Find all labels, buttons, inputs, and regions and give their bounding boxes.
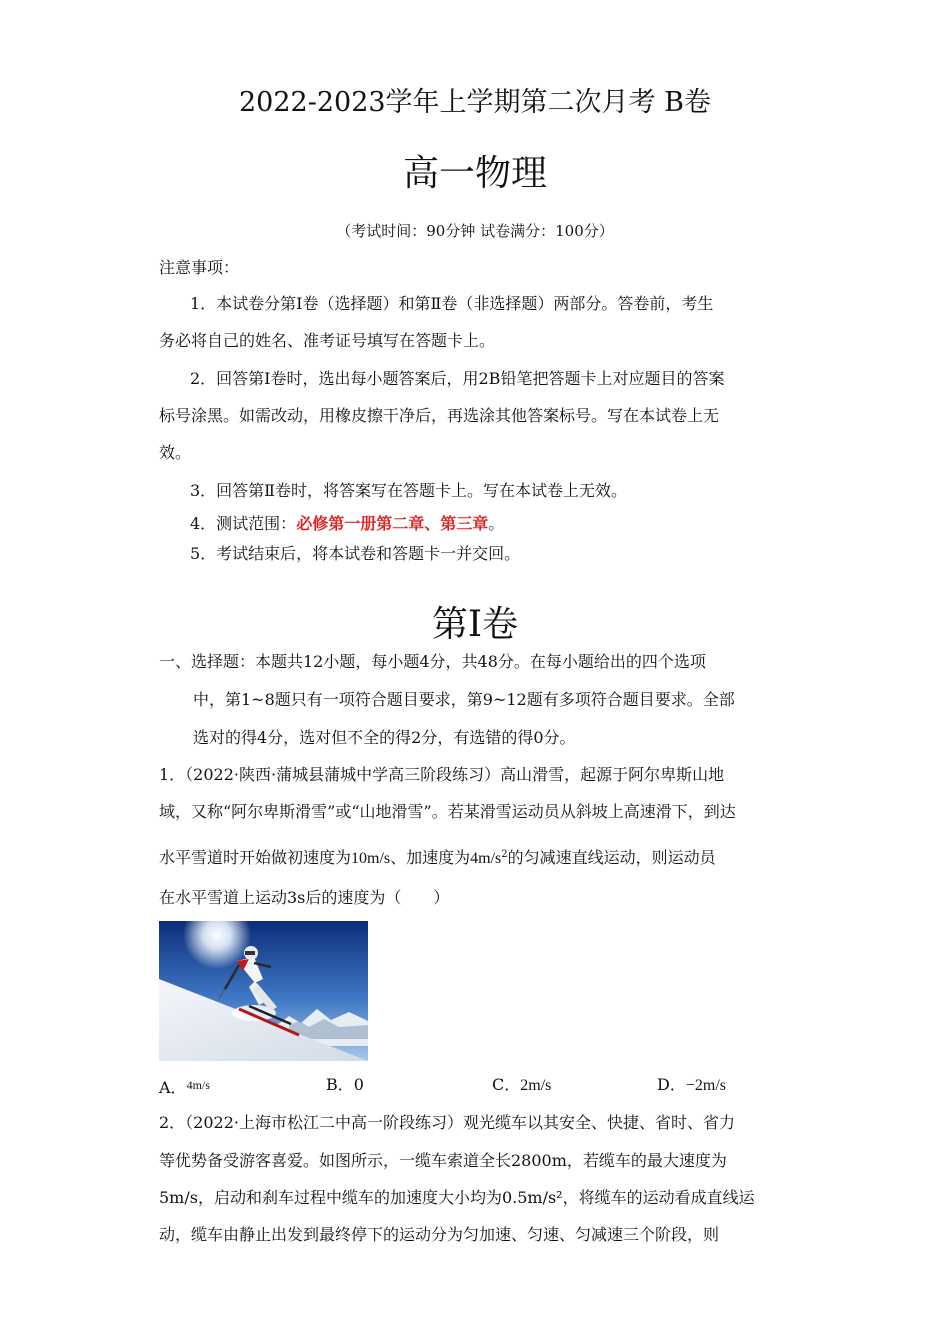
q1-line-3: [159, 845, 716, 869]
test-range: 必修第一册第二章、第三章: [296, 514, 489, 533]
q2-line-2: 等优势备受游客喜爱。如图所示，一缆车索道全长2800m，若缆车的最大速度为: [159, 1151, 727, 1170]
q1-line-2: 域，又称“阿尔卑斯滑雪”或“山地滑雪”。若某滑雪运动员从斜坡上高速滑下，到达: [159, 802, 736, 821]
note-4: [190, 514, 504, 534]
q1-acceleration-exponent: 2: [501, 849, 508, 860]
q1-option-b-label: B．: [326, 1075, 354, 1094]
q1-option-a-label: A．: [159, 1078, 187, 1097]
exam-info: （考试时间：90分钟 试卷满分：100分）: [336, 222, 614, 240]
exam-title: 2022-2023学年上学期第二次月考 B卷: [239, 87, 711, 118]
q1-option-d-label: D．: [657, 1075, 686, 1094]
q1-option-b-value: 0: [353, 1075, 364, 1094]
notes-heading: 注意事项：: [159, 258, 240, 277]
q1-option-c[interactable]: [492, 1075, 551, 1096]
q1-acceleration: 4m/s: [470, 850, 502, 867]
note-2-line-1: 2．回答第Ⅰ卷时，选出每小题答案后，用2B铅笔把答题卡上对应题目的答案: [190, 369, 725, 388]
subject-title: 高一物理: [402, 153, 547, 194]
note-2-line-2: 标号涂黑。如需改动，用橡皮擦干净后，再选涂其他答案标号。写在本试卷上无: [159, 406, 720, 425]
q2-line-3: 5m/s，启动和刹车过程中缆车的加速度大小均为0.5m/s²，将缆车的运动看成直线运: [159, 1188, 755, 1207]
note-4-suffix: 。: [488, 514, 505, 533]
q1-initial-velocity: 10m/s: [351, 850, 391, 867]
q1-option-d-value: −2m/s: [685, 1077, 726, 1094]
q2-line-4: 动，缆车由静止出发到最终停下的运动分为匀加速、匀速、匀减速三个阶段，则: [159, 1225, 720, 1244]
q1-line-3-c: 的匀减速直线运动，则运动员: [507, 848, 716, 867]
q1-option-a-value: 4m/s: [186, 1078, 210, 1092]
q1-line-4: 在水平雪道上运动3s后的速度为（ ）: [159, 888, 450, 907]
q1-option-d[interactable]: [657, 1075, 726, 1096]
section-instructions-line-3: 选对的得4分，选对但不全的得2分，有选错的得0分。: [193, 728, 576, 747]
q1-line-1: 1．（2022·陕西·蒲城县蒲城中学高三阶段练习）高山滑雪，起源于阿尔卑斯山地: [159, 765, 725, 784]
q1-option-a[interactable]: [159, 1075, 210, 1098]
skier-photo: [159, 921, 368, 1061]
note-1-line-1: 1．本试卷分第Ⅰ卷（选择题）和第Ⅱ卷（非选择题）两部分。答卷前，考生: [190, 294, 714, 313]
q1-option-c-value: 2m/s: [520, 1077, 552, 1094]
note-1-line-2: 务必将自己的姓名、准考证号填写在答题卡上。: [159, 331, 496, 350]
section-instructions-line-1: 一、选择题：本题共12小题，每小题4分，共48分。在每小题给出的四个选项: [159, 652, 706, 671]
section-title: 第Ⅰ卷: [431, 604, 519, 645]
note-3: 3．回答第Ⅱ卷时，将答案写在答题卡上。写在本试卷上无效。: [190, 481, 628, 500]
note-2-line-3: 效。: [159, 443, 192, 462]
q1-line-3-a: 水平雪道时开始做初速度为: [159, 848, 352, 867]
q1-line-3-b: 、加速度为: [390, 848, 471, 867]
q1-option-c-label: C．: [492, 1075, 521, 1094]
note-4-prefix: 4．测试范围：: [190, 514, 297, 533]
q1-option-b[interactable]: [326, 1075, 364, 1095]
note-5: 5．考试结束后，将本试卷和答题卡一并交回。: [190, 544, 521, 563]
q2-line-1: 2．（2022·上海市松江二中高一阶段练习）观光缆车以其安全、快捷、省时、省力: [159, 1113, 735, 1132]
section-instructions-line-2: 中，第1~8题只有一项符合题目要求，第9~12题有多项符合题目要求。全部: [193, 690, 735, 709]
